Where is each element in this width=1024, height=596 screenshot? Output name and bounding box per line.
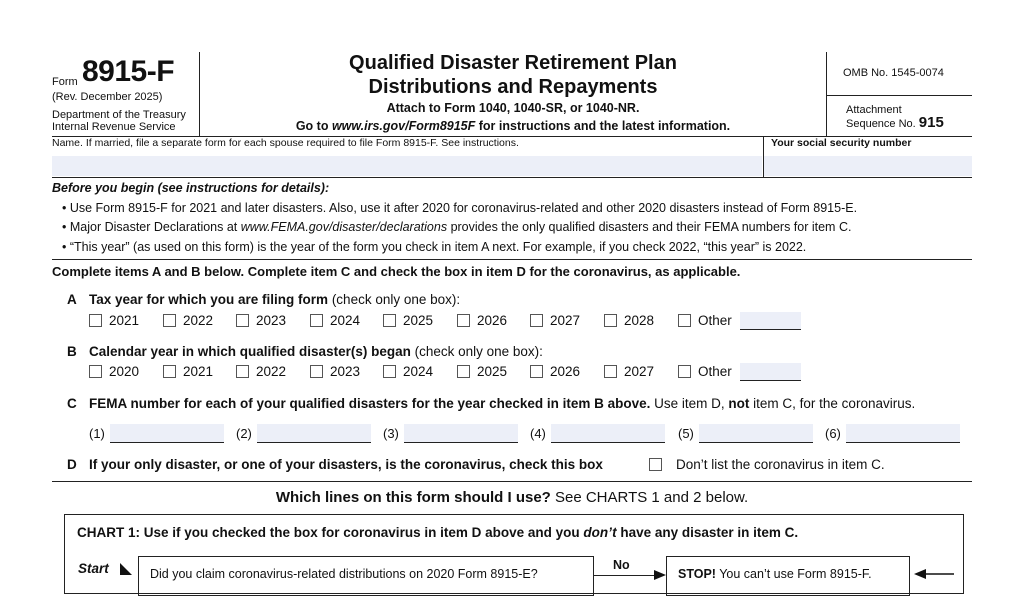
checkbox[interactable] xyxy=(604,365,617,378)
chart1-heading: CHART 1: Use if you checked the box for coronavirus in item D above and you don’t have any disaster in item C. xyxy=(77,525,799,540)
item-a-option[interactable]: 2026 xyxy=(457,313,507,328)
name-row-bottom-rule xyxy=(52,177,972,178)
chart1-stop-text: STOP! You can’t use Form 8915-F. xyxy=(678,567,872,581)
item-d-note: Don’t list the coronavirus in item C. xyxy=(676,457,885,472)
item-b-letter: B xyxy=(67,344,77,359)
checkbox[interactable] xyxy=(530,314,543,327)
item-b-other-field[interactable] xyxy=(740,363,801,381)
agency-line: Internal Revenue Service xyxy=(52,121,176,133)
header-divider-right xyxy=(826,52,827,136)
item-b-option[interactable]: 2027 xyxy=(604,364,654,379)
fema-field-label: (6) xyxy=(825,426,841,441)
omb-number: OMB No. 1545-0074 xyxy=(843,67,944,79)
complete-items-heading: Complete items A and B below. Complete item C and check the box in item D for the coronavirus, as applicable. xyxy=(52,264,741,279)
bullet-disaster-declarations: • Major Disaster Declarations at www.FEMA.gov/disaster/declarations provides the only qualified disasters and their FEMA numbers for item C. xyxy=(62,220,852,234)
form-word: Form xyxy=(52,76,78,88)
before-bottom-rule xyxy=(52,259,972,260)
checkbox[interactable] xyxy=(310,314,323,327)
item-a-option-other[interactable]: Other xyxy=(678,313,732,328)
chart1-question: Did you claim coronavirus-related distributions on 2020 Form 8915-E? xyxy=(150,567,538,581)
checkbox[interactable] xyxy=(678,365,691,378)
fema-number-field[interactable] xyxy=(846,424,960,443)
department-line: Department of the Treasury xyxy=(52,109,186,121)
start-arrow-icon xyxy=(118,561,134,577)
checkbox[interactable] xyxy=(383,365,396,378)
fema-number-field[interactable] xyxy=(404,424,518,443)
checkbox[interactable] xyxy=(89,365,102,378)
fema-number-field[interactable] xyxy=(699,424,813,443)
form-title-line1: Qualified Disaster Retirement Plan xyxy=(349,52,677,74)
before-heading: Before you begin (see instructions for details): xyxy=(52,181,330,195)
checkbox[interactable] xyxy=(163,314,176,327)
name-field[interactable] xyxy=(52,156,762,176)
item-a-option[interactable]: 2025 xyxy=(383,313,433,328)
checkbox[interactable] xyxy=(310,365,323,378)
items-bottom-rule xyxy=(52,481,972,482)
coronavirus-checkbox[interactable] xyxy=(649,458,662,471)
checkbox[interactable] xyxy=(457,314,470,327)
which-lines-heading: Which lines on this form should I use? See CHARTS 1 and 2 below. xyxy=(275,489,749,506)
item-b-label: Calendar year in which qualified disaster(s) began (check only one box): xyxy=(89,344,543,359)
checkbox[interactable] xyxy=(604,314,617,327)
item-a-label: Tax year for which you are filing form (check only one box): xyxy=(89,292,461,307)
checkbox[interactable] xyxy=(678,314,691,327)
fema-field-label: (4) xyxy=(530,426,546,441)
item-a-option[interactable]: 2021 xyxy=(89,313,139,328)
checkbox[interactable] xyxy=(89,314,102,327)
irs-url-link[interactable]: www.irs.gov/Form8915F xyxy=(331,119,476,133)
fema-field-label: (1) xyxy=(89,426,105,441)
checkbox[interactable] xyxy=(457,365,470,378)
checkbox[interactable] xyxy=(236,365,249,378)
checkbox[interactable] xyxy=(236,314,249,327)
item-b-option[interactable]: 2022 xyxy=(236,364,286,379)
item-a-letter: A xyxy=(67,292,77,307)
fema-url-link[interactable]: www.FEMA.gov/disaster/declarations xyxy=(240,220,448,234)
form-title-line2: Distributions and Repayments xyxy=(368,76,658,98)
ssn-label: Your social security number xyxy=(771,137,912,149)
fema-number-field[interactable] xyxy=(551,424,665,443)
item-a-option[interactable]: 2023 xyxy=(236,313,286,328)
omb-divider xyxy=(826,95,972,96)
item-b-option[interactable]: 2020 xyxy=(89,364,139,379)
fema-field-label: (2) xyxy=(236,426,252,441)
checkbox[interactable] xyxy=(530,365,543,378)
left-arrow-icon xyxy=(914,569,954,579)
instructions-link-line: Go to www.irs.gov/Form8915F for instructions and the latest information. xyxy=(295,119,731,133)
fema-field-label: (3) xyxy=(383,426,399,441)
bullet-this-year: • “This year” (as used on this form) is the year of the form you check in item A next. For example, if you check 2022, “this year” is 2022. xyxy=(62,240,807,254)
item-b-option[interactable]: 2025 xyxy=(457,364,507,379)
item-c-letter: C xyxy=(67,396,77,411)
item-b-option[interactable]: 2026 xyxy=(530,364,580,379)
fema-field-label: (5) xyxy=(678,426,694,441)
item-b-option[interactable]: 2023 xyxy=(310,364,360,379)
attachment-label: Attachment xyxy=(846,104,902,116)
fema-number-field[interactable] xyxy=(110,424,224,443)
item-b-option[interactable]: 2021 xyxy=(163,364,213,379)
ssn-field[interactable] xyxy=(764,156,972,176)
item-d-label: If your only disaster, or one of your disasters, is the coronavirus, check this box xyxy=(89,457,603,472)
item-a-option[interactable]: 2024 xyxy=(310,313,360,328)
checkbox[interactable] xyxy=(383,314,396,327)
bullet-use-form: • Use Form 8915-F for 2021 and later disasters. Also, use it after 2020 for coronavirus-related and other 2020 disasters instead of Form 8915-E. xyxy=(62,201,858,215)
item-d-letter: D xyxy=(67,457,77,472)
item-a-option[interactable]: 2028 xyxy=(604,313,654,328)
attach-instruction: Attach to Form 1040, 1040-SR, or 1040-NR. xyxy=(386,101,640,115)
item-c-label: FEMA number for each of your qualified disasters for the year checked in item B above. Use item D, not item C, for the coronavirus. xyxy=(89,396,916,411)
revision-date: (Rev. December 2025) xyxy=(52,91,163,103)
item-b-option[interactable]: 2024 xyxy=(383,364,433,379)
item-a-option[interactable]: 2022 xyxy=(163,313,213,328)
sequence-line: Sequence No. 915 xyxy=(846,114,944,131)
right-arrow-icon xyxy=(654,570,666,580)
item-a-other-field[interactable] xyxy=(740,312,801,330)
item-b-option-other[interactable]: Other xyxy=(678,364,732,379)
chart1-no-label: No xyxy=(613,558,630,572)
checkbox[interactable] xyxy=(163,365,176,378)
form-number: 8915-F xyxy=(82,55,175,88)
item-a-option[interactable]: 2027 xyxy=(530,313,580,328)
sequence-number: 915 xyxy=(918,114,944,131)
name-label: Name. If married, file a separate form for each spouse required to file Form 8915-F. See instructions. xyxy=(52,137,519,149)
fema-number-field[interactable] xyxy=(257,424,371,443)
chart1-start-label: Start xyxy=(78,561,109,576)
